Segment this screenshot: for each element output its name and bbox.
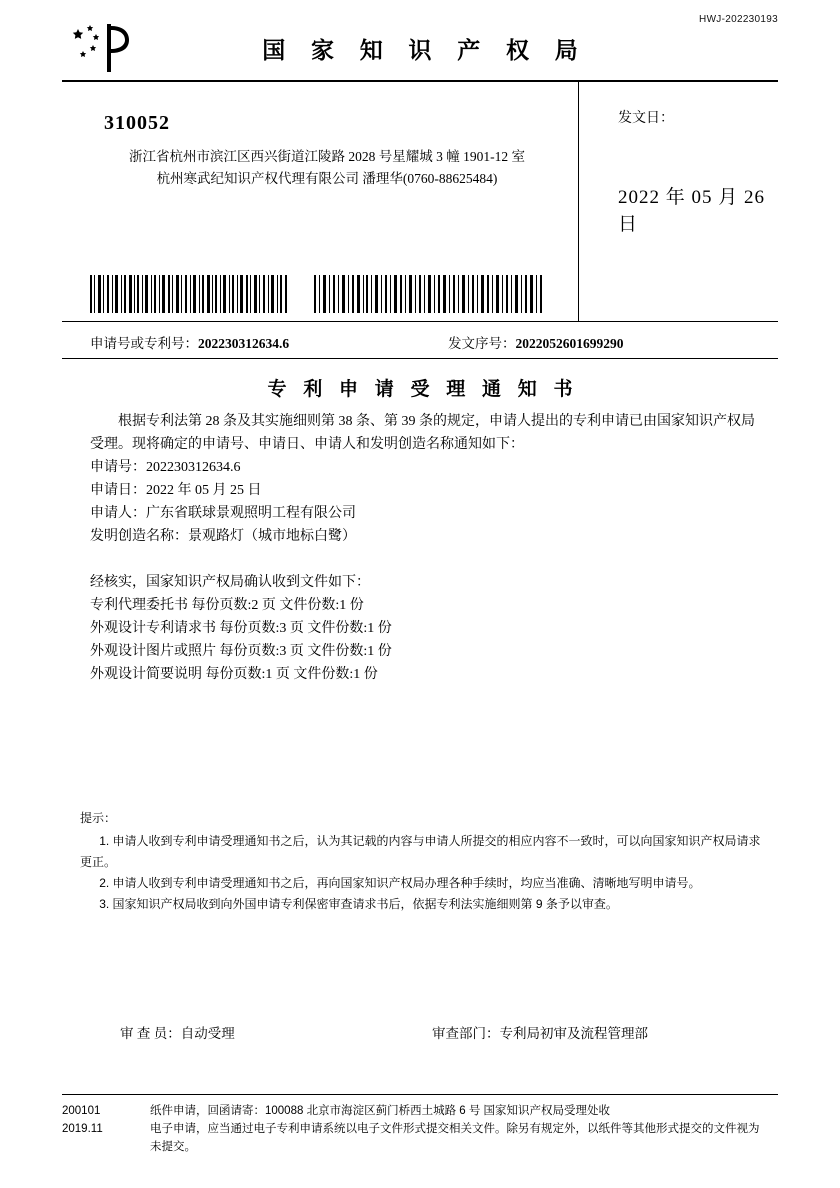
address-line-1: 浙江省杭州市滨江区西兴街道江陵路 2028 号星耀城 3 幢 1901-12 室 (129, 149, 525, 164)
signature-row (62, 1022, 778, 1046)
department-label: 审查部门： (432, 1026, 500, 1041)
footer-code-1: 200101 (62, 1105, 101, 1117)
address-date-block (62, 82, 778, 321)
body-intro: 根据专利法第 28 条及其实施细则第 38 条、第 39 条的规定，申请人提出的专利申请已由国家知识产权局受理。现将确定的申请号、申请日、申请人和发明创造名称通知如下： (90, 414, 755, 452)
send-date-label: 发文日： (618, 111, 674, 126)
notes-title: 提示： (80, 811, 117, 825)
number-row-divider (62, 358, 778, 359)
note-item: 1. 申请人收到专利申请受理通知书之后，认为其记载的内容与申请人所提交的相应内容不一致时，可以向国家知识产权局请求更正。 (80, 834, 761, 869)
notice-title: 专 利 申 请 受 理 通 知 书 (267, 379, 579, 400)
dispatch-number-field (448, 332, 624, 352)
body-document-item: 外观设计图片或照片 每份页数:3 页 文件份数:1 份 (90, 644, 392, 659)
dispatch-number-label: 发文序号： (448, 336, 516, 351)
page-title: 国 家 知 识 产 权 局 (262, 38, 588, 63)
footer-codes (62, 1102, 142, 1138)
body-application-date: 申请日：2022 年 05 月 25 日 (90, 483, 262, 498)
notes-section (80, 808, 770, 915)
body-applicant: 申请人：广东省联球景观照明工程有限公司 (90, 506, 356, 521)
department-field (432, 1022, 648, 1042)
document-header (62, 20, 778, 78)
department-value: 专利局初审及流程管理部 (499, 1026, 648, 1041)
body-document-item: 外观设计专利请求书 每份页数:3 页 文件份数:1 份 (90, 621, 392, 636)
note-item: 3. 国家知识产权局收到向外国申请专利保密审查请求书后，依据专利法实施细则第 9 条予以审查。 (99, 897, 618, 911)
footer-divider (62, 1094, 778, 1095)
notice-body (90, 410, 766, 686)
address-line-2: 杭州寒武纪知识产权代理有限公司 潘理华(0760-88625484) (156, 171, 498, 186)
footer-line-2: 电子申请，应当通过电子专利申请系统以电子文件形式提交相关文件。除另有规定外，以纸件等其他形式提交的文件视为未提交。 (150, 1123, 760, 1153)
footer-line-1: 纸件申请，回函请寄：100088 北京市海淀区蓟门桥西土城路 6 号 国家知识产权局受理处收 (150, 1105, 611, 1117)
application-number-label: 申请号或专利号： (90, 336, 198, 351)
dispatch-number-value: 2022052601699290 (515, 336, 624, 351)
examiner-field (120, 1022, 235, 1042)
body-document-item: 外观设计简要说明 每份页数:1 页 文件份数:1 份 (90, 667, 378, 682)
examiner-label: 审 查 员： (120, 1026, 181, 1041)
send-date-value: 2022 年 05 月 26 日 (618, 187, 766, 235)
examiner-value: 自动受理 (180, 1026, 235, 1041)
number-row (62, 325, 778, 357)
postcode: 310052 (104, 112, 170, 134)
application-number-value: 202230312634.6 (198, 336, 290, 351)
body-invention-name: 发明创造名称：景观路灯（城市地标白鹭） (90, 529, 356, 544)
barcode-application-number (90, 275, 287, 313)
application-number-field (90, 332, 289, 352)
body-document-item: 专利代理委托书 每份页数:2 页 文件份数:1 份 (90, 598, 364, 613)
barcode-dispatch-number (314, 275, 542, 313)
footer-body (150, 1102, 770, 1156)
document-code: HWJ-202230193 (699, 14, 778, 25)
body-documents-intro: 经核实，国家知识产权局确认收到文件如下： (90, 575, 370, 590)
footer-code-2: 2019.11 (62, 1123, 103, 1135)
note-item: 2. 申请人收到专利申请受理通知书之后，再向国家知识产权局办理各种手续时，均应当准确、清晰地写明申请号。 (99, 876, 701, 890)
address-block-divider (62, 321, 778, 322)
block-vertical-divider (578, 82, 579, 321)
body-application-number: 申请号：202230312634.6 (90, 460, 241, 475)
